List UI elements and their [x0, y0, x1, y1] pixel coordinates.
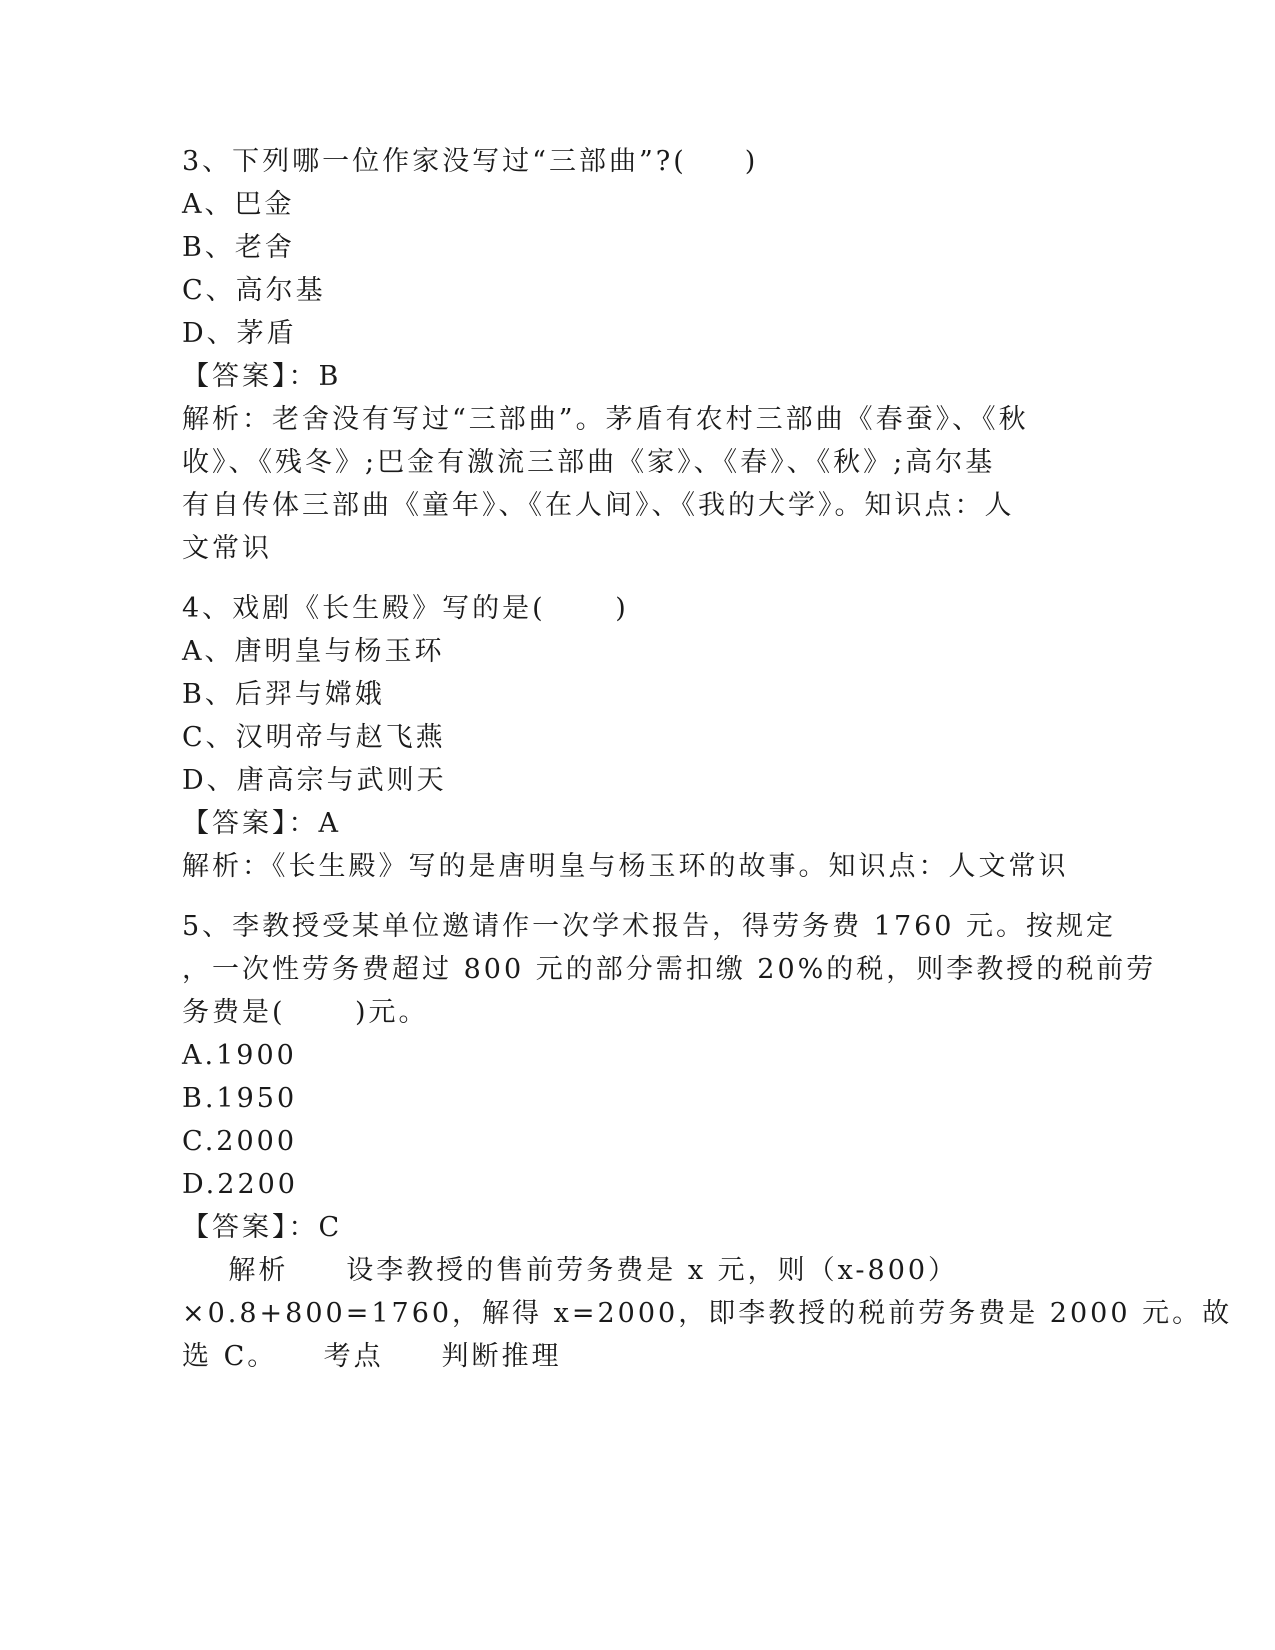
option-a: A、唐明皇与杨玉环	[182, 636, 445, 667]
analysis-line: 有自传体三部曲《童年》、《在人间》、《我的大学》。知识点：人	[182, 490, 1015, 521]
question-stem: 务费是( )元。	[182, 997, 429, 1028]
question-5	[182, 905, 1233, 1378]
option-b: B、老舍	[182, 232, 295, 263]
option-a: A.1900	[182, 1040, 297, 1071]
option-c: C.2000	[182, 1126, 297, 1157]
spacer	[182, 570, 1082, 587]
answer-line: 【答案】：C	[182, 1212, 343, 1243]
question-stem: 3、下列哪一位作家没写过“三部曲”?( )	[182, 146, 759, 177]
option-b: B.1950	[182, 1083, 298, 1114]
analysis-line: 解析 设李教授的售前劳务费是 x 元，则（x-800）	[182, 1255, 959, 1286]
option-d: D、茅盾	[182, 318, 297, 349]
answer-line: 【答案】：A	[182, 808, 341, 839]
option-a: A、巴金	[182, 189, 295, 220]
analysis-line: 解析：《长生殿》写的是唐明皇与杨玉环的故事。知识点：人文常识	[182, 851, 1069, 882]
answer-line: 【答案】：B	[182, 361, 342, 392]
analysis-line: 解析：老舍没有写过“三部曲”。茅盾有农村三部曲《春蚕》、《秋	[182, 404, 1029, 435]
option-d: D、唐高宗与武则天	[182, 765, 447, 796]
document-page	[182, 140, 1233, 1378]
option-b: B、后羿与嫦娥	[182, 679, 385, 710]
question-stem: 5、李教授受某单位邀请作一次学术报告，得劳务费 1760 元。按规定	[182, 911, 1117, 942]
analysis-line: 收》、《残冬》;巴金有激流三部曲《家》、《春》、《秋》;高尔基	[182, 447, 996, 478]
analysis-line: ×0.8+800=1760，解得 x=2000，即李教授的税前劳务费是 2000 元。故	[182, 1298, 1233, 1329]
question-3	[182, 140, 1082, 570]
option-d: D.2200	[182, 1169, 298, 1200]
question-4	[182, 587, 1082, 888]
analysis-line: 文常识	[182, 533, 272, 564]
spacer	[182, 888, 1082, 905]
analysis-line: 选 C。 考点 判断推理	[182, 1341, 562, 1372]
option-c: C、高尔基	[182, 275, 326, 306]
question-stem: ，一次性劳务费超过 800 元的部分需扣缴 20%的税，则李教授的税前劳	[182, 954, 1157, 985]
question-stem: 4、戏剧《长生殿》写的是( )	[182, 593, 629, 624]
option-c: C、汉明帝与赵飞燕	[182, 722, 446, 753]
